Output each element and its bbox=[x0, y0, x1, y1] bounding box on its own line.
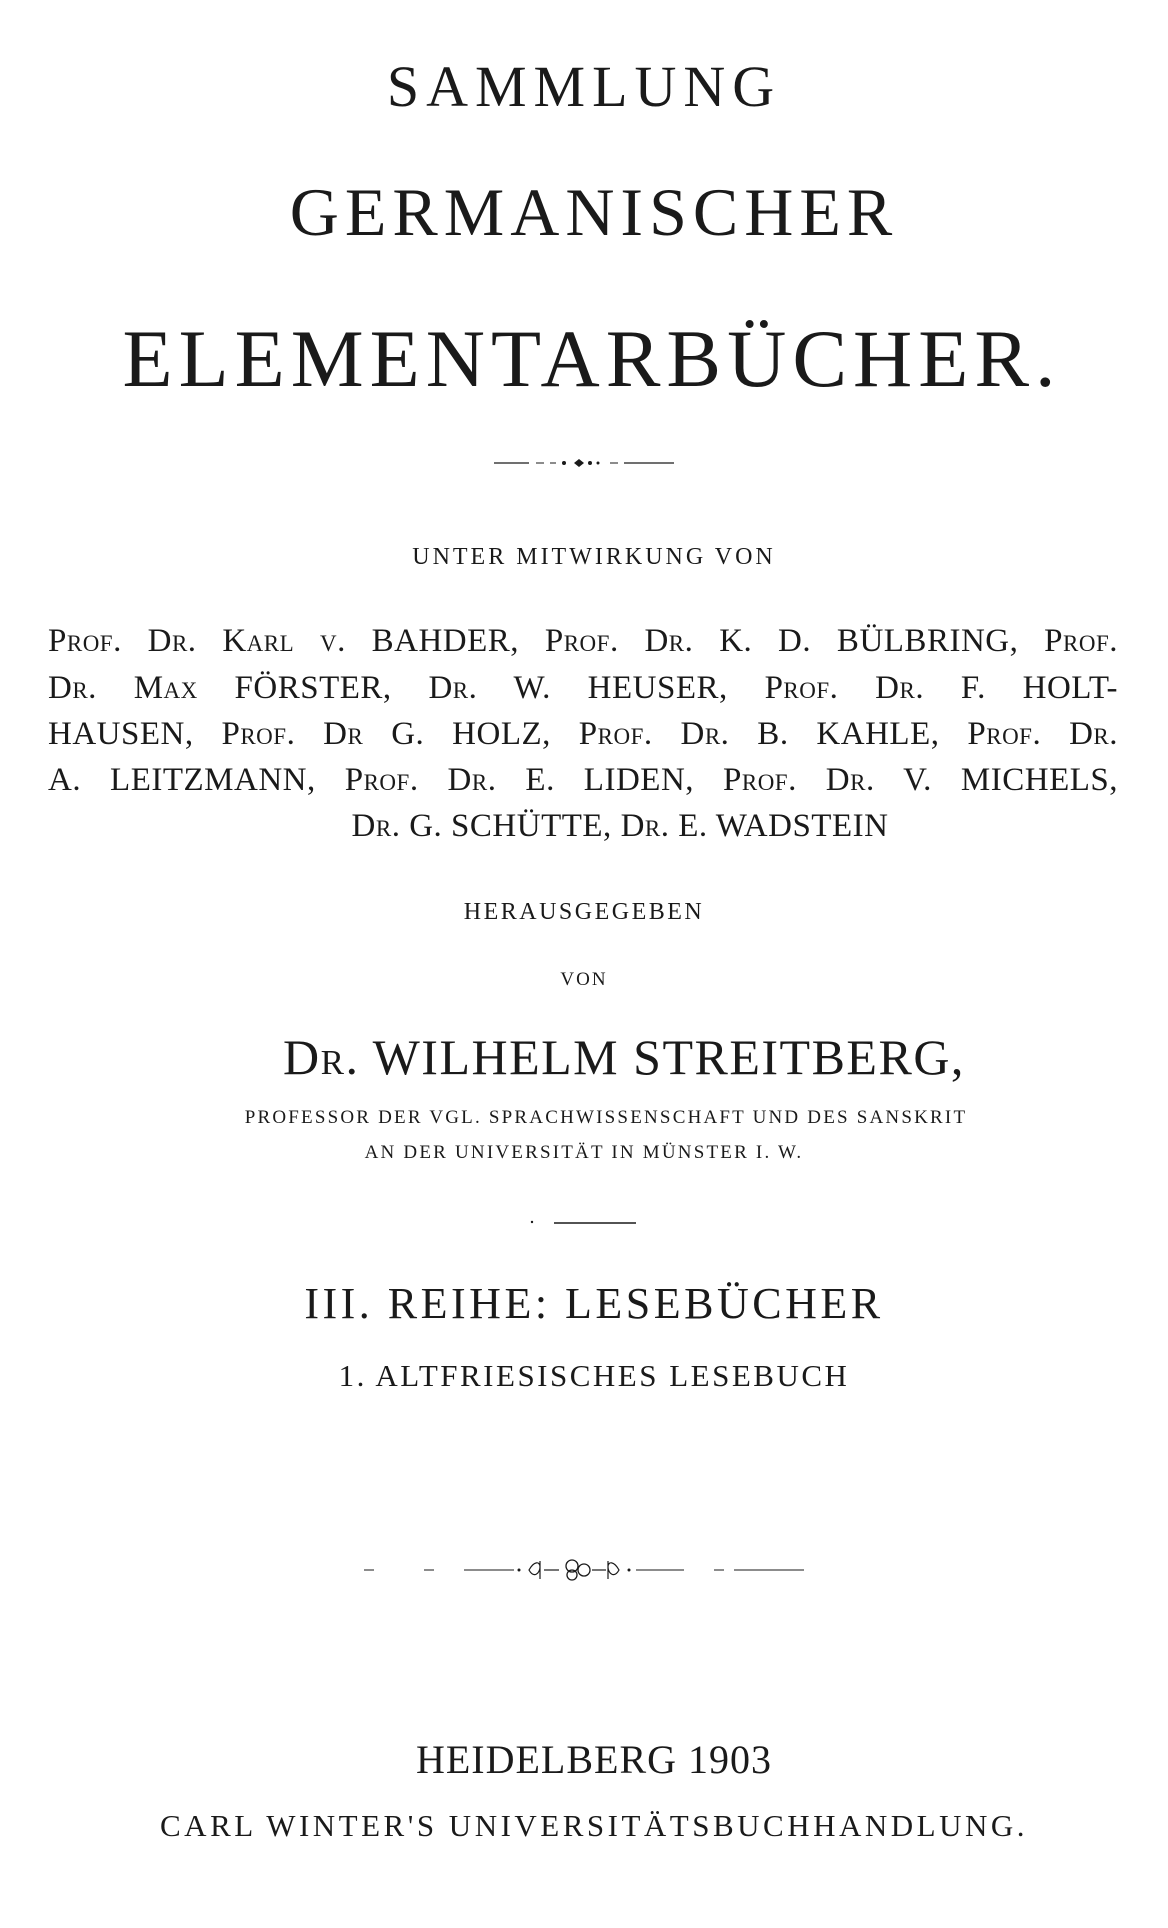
floral-ornament-icon bbox=[344, 1555, 824, 1585]
editor-name-line bbox=[0, 1029, 1168, 1085]
collaborator: HAUSEN, bbox=[48, 716, 194, 752]
short-rule-divider bbox=[0, 1218, 1168, 1228]
ornament-divider-bottom bbox=[0, 1555, 1168, 1585]
collaborator: Prof. Dr G. HOLZ, bbox=[221, 716, 551, 752]
collaborators-line-1 bbox=[48, 625, 1118, 658]
collaborator: Prof. Dr. bbox=[967, 716, 1119, 752]
series-part-title: III. REIHE: LESEBÜCHER bbox=[304, 1279, 884, 1328]
collaborators-line-2 bbox=[48, 672, 1118, 705]
collaborators-line-4 bbox=[48, 764, 1118, 797]
collaborator: Dr. E. WADSTEIN bbox=[620, 808, 889, 844]
collaborator: Prof. Dr. Karl v. BAHDER, bbox=[48, 623, 520, 659]
herausgegeben-label: HERAUSGEGEBEN bbox=[463, 899, 705, 925]
collaborator: Prof. bbox=[1044, 623, 1119, 659]
ornament-divider-top bbox=[0, 455, 1168, 471]
collaboration-intro: UNTER MITWIRKUNG VON bbox=[412, 544, 776, 570]
collaborators-line-5 bbox=[0, 810, 1168, 843]
publisher-name: CARL WINTER'S UNIVERSITÄTSBUCHHANDLUNG. bbox=[160, 1808, 1028, 1843]
collaborator: Prof. Dr. V. MICHELS, bbox=[723, 762, 1118, 798]
place-and-year: HEIDELBERG 1903 bbox=[415, 1737, 773, 1782]
collaborator: A. LEITZMANN, bbox=[48, 762, 316, 798]
von-label: VON bbox=[560, 969, 608, 990]
editor-position-line-2: AN DER UNIVERSITÄT IN MÜNSTER I. W. bbox=[364, 1142, 804, 1163]
collaborator: Prof. Dr. E. LIDEN, bbox=[344, 762, 695, 798]
collaborator: Dr. G. SCHÜTTE, bbox=[351, 808, 612, 844]
collaborator: Prof. Dr. K. D. BÜLBRING, bbox=[544, 623, 1019, 659]
collaborators-line-3 bbox=[48, 718, 1118, 751]
collaborator: Prof. Dr. F. HOLT- bbox=[764, 670, 1119, 706]
series-title-line-3: ELEMENTARBÜCHER. bbox=[122, 313, 1062, 404]
editor-name: WILHELM STREITBERG, bbox=[372, 1029, 965, 1085]
collaborator: Prof. Dr. B. KAHLE, bbox=[578, 716, 940, 752]
series-title-line-1: SAMMLUNG bbox=[386, 54, 782, 119]
volume-title: 1. ALTFRIESISCHES LESEBUCH bbox=[338, 1358, 850, 1393]
collaborator: Dr. W. HEUSER, bbox=[428, 670, 728, 706]
collaborator: Dr. Max FÖRSTER, bbox=[48, 670, 392, 706]
series-title-line-2: GERMANISCHER bbox=[289, 174, 899, 250]
ornament-dots-icon bbox=[484, 455, 684, 471]
editor-title: Dr. bbox=[283, 1029, 360, 1085]
rule-icon bbox=[524, 1218, 644, 1228]
editor-position-line-1: PROFESSOR DER VGL. SPRACHWISSENSCHAFT UND DES SANSKRIT bbox=[244, 1107, 968, 1128]
